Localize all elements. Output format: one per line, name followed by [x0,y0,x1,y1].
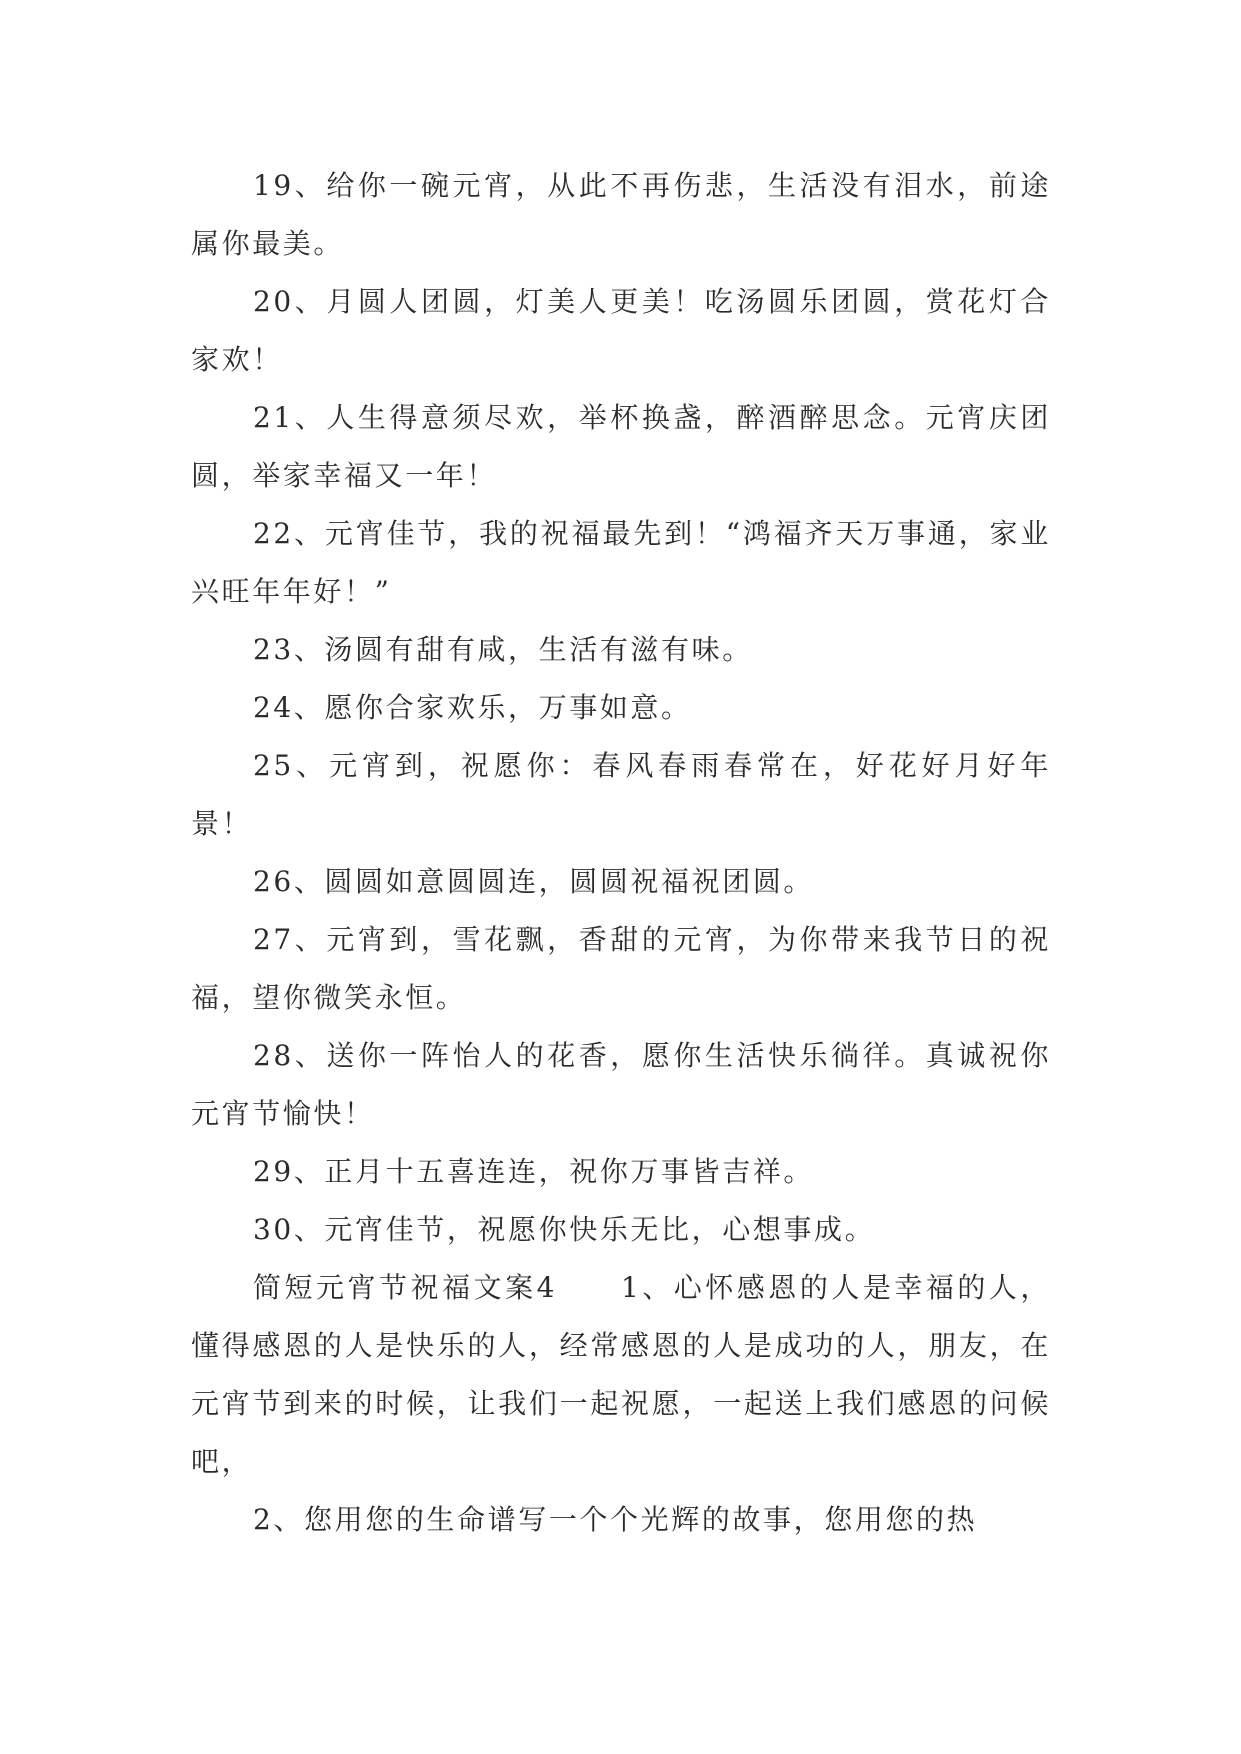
paragraph-wish-22: 22、元宵佳节，我的祝福最先到！“鸿福齐天万事通，家业兴旺年年好！” [191,517,1051,608]
document-page [191,157,1051,1549]
paragraph-wish-19: 19、给你一碗元宵，从此不再伤悲，生活没有泪水，前途属你最美。 [191,169,1051,260]
paragraph-wish-21: 21、人生得意须尽欢，举杯换盏，醉酒醉思念。元宵庆团圆，举家幸福又一年！ [191,401,1051,492]
paragraph-wish-29: 29、正月十五喜连连，祝你万事皆吉祥。 [253,1155,815,1188]
paragraph-wish-23: 23、汤圆有甜有咸，生活有滋有味。 [253,633,753,666]
paragraph-wish-24: 24、愿你合家欢乐，万事如意。 [253,691,692,724]
paragraph-wish-30: 30、元宵佳节，祝愿你快乐无比，心想事成。 [253,1213,876,1246]
paragraph-section-4-wish-2: 2、您用您的生命谱写一个个光辉的故事，您用您的热 [253,1503,978,1536]
paragraph-wish-28: 28、送你一阵怡人的花香，愿你生活快乐徜徉。真诚祝你元宵节愉快！ [191,1039,1051,1130]
paragraph-wish-26: 26、圆圆如意圆圆连，圆圆祝福祝团圆。 [253,865,815,898]
paragraph-wish-25: 25、元宵到，祝愿你：春风春雨春常在，好花好月好年景！ [191,749,1051,840]
paragraph-wish-20: 20、月圆人团圆，灯美人更美！吃汤圆乐团圆，赏花灯合家欢！ [191,285,1051,376]
paragraph-wish-27: 27、元宵到，雪花飘，香甜的元宵，为你带来我节日的祝福，望你微笑永恒。 [191,923,1051,1014]
paragraph-section-4-wish-1: 简短元宵节祝福文案4 1、心怀感恩的人是幸福的人，懂得感恩的人是快乐的人，经常感恩的人是成功的人，朋友，在元宵节到来的时候，让我们一起祝愿，一起送上我们感恩的问候吧， [191,1271,1051,1478]
